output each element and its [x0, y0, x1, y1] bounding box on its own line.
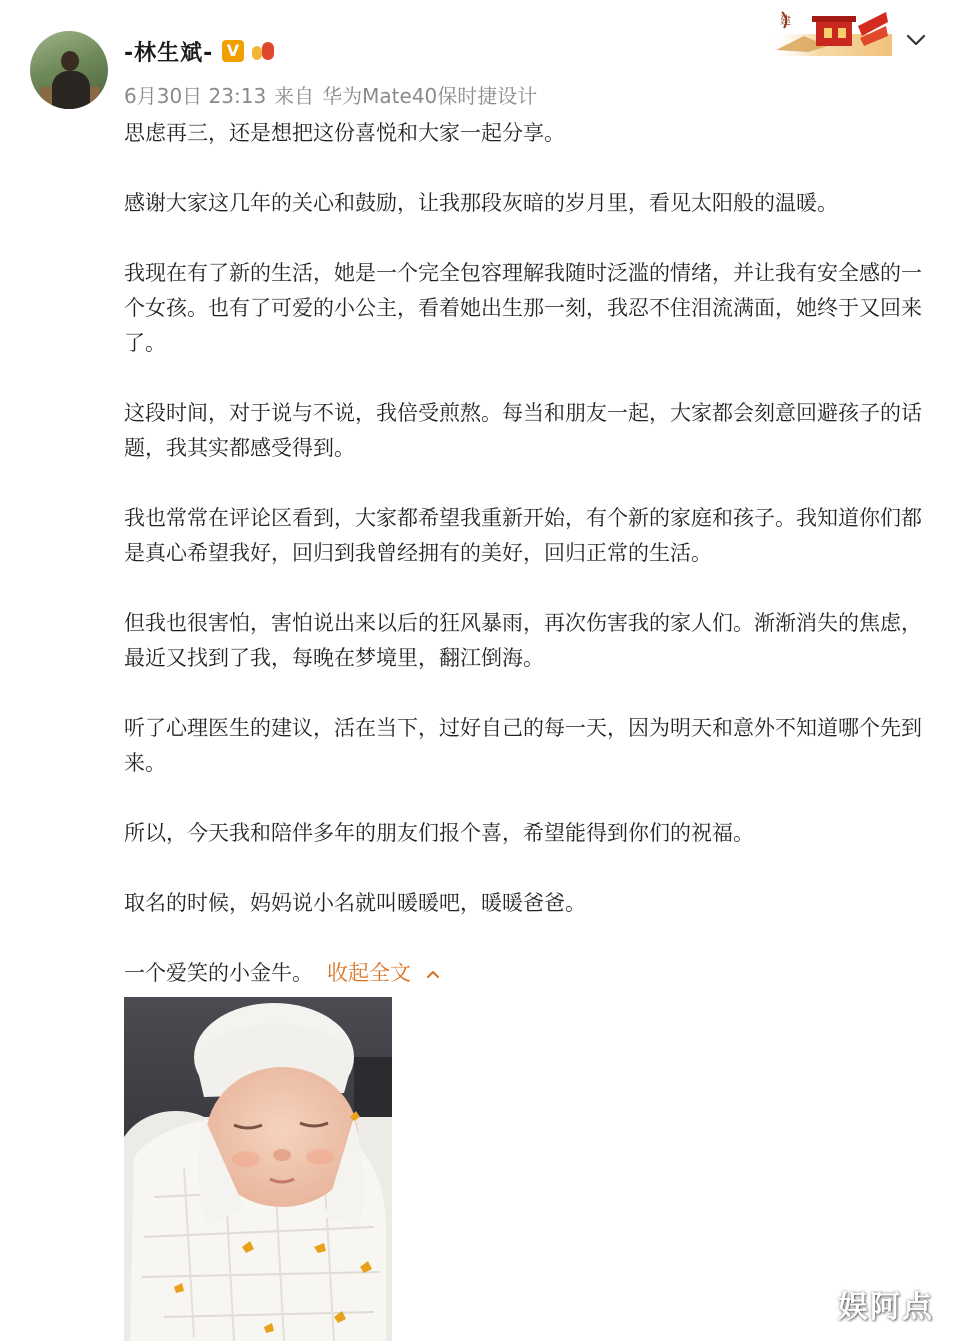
- from-label: 来自: [274, 84, 315, 108]
- avatar-person-body: [52, 71, 90, 109]
- baby-photo[interactable]: [124, 997, 392, 1341]
- avatar[interactable]: [30, 31, 108, 109]
- paragraph: 感谢大家这几年的关心和鼓励，让我那段灰暗的岁月里，看见太阳般的温暖。: [124, 191, 838, 215]
- paragraph: 所以，今天我和陪伴多年的朋友们报个喜，希望能得到你们的祝福。: [124, 821, 754, 845]
- vip-badge-icon: V: [222, 40, 244, 62]
- paragraph: 思虑再三，还是想把这份喜悦和大家一起分享。: [124, 121, 565, 145]
- collapse-full-text-link[interactable]: 收起全文: [327, 961, 411, 985]
- author-name[interactable]: -林生斌-: [124, 41, 214, 66]
- paragraph: 听了心理医生的建议，活在当下，过好自己的每一天，因为明天和意外不知道哪个先到来。: [124, 716, 922, 775]
- chevron-up-icon[interactable]: [425, 966, 441, 982]
- post-meta: [124, 80, 545, 109]
- festival-banner-icon: [768, 6, 892, 56]
- svg-text:建: 建: [780, 14, 791, 27]
- chevron-down-icon[interactable]: [904, 28, 928, 52]
- last-line: [124, 956, 924, 991]
- last-line-text: 一个爱笑的小金牛。: [124, 961, 313, 985]
- paragraph: 取名的时候，妈妈说小名就叫暖暖吧，暖暖爸爸。: [124, 891, 586, 915]
- device-link[interactable]: 华为Mate40保时捷设计: [322, 84, 538, 108]
- watermark: 娱阿点: [838, 1290, 934, 1325]
- avatar-person-head: [61, 51, 79, 71]
- paragraph: 这段时间，对于说与不说，我倍受煎熬。每当和朋友一起，大家都会刻意回避孩子的话题，我其实都感受得到。: [124, 401, 922, 460]
- post-content: [124, 116, 924, 1026]
- paragraph: 我也常常在评论区看到，大家都希望我重新开始，有个新的家庭和孩子。我知道你们都是真心希望我好，回归到我曾经拥有的美好，回归正常的生活。: [124, 506, 922, 565]
- level-badge-icon: [250, 40, 276, 62]
- paragraph: 我现在有了新的生活，她是一个完全包容理解我随时泛滥的情绪，并让我有安全感的一个女孩。也有了可爱的小公主，看着她出生那一刻，我忍不住泪流满面，她终于又回来了。: [124, 261, 922, 355]
- post-date: 6月30日 23:13: [124, 84, 267, 108]
- paragraph: 但我也很害怕，害怕说出来以后的狂风暴雨，再次伤害我的家人们。渐渐消失的焦虑，最近又找到了我，每晚在梦境里，翻江倒海。: [124, 611, 922, 670]
